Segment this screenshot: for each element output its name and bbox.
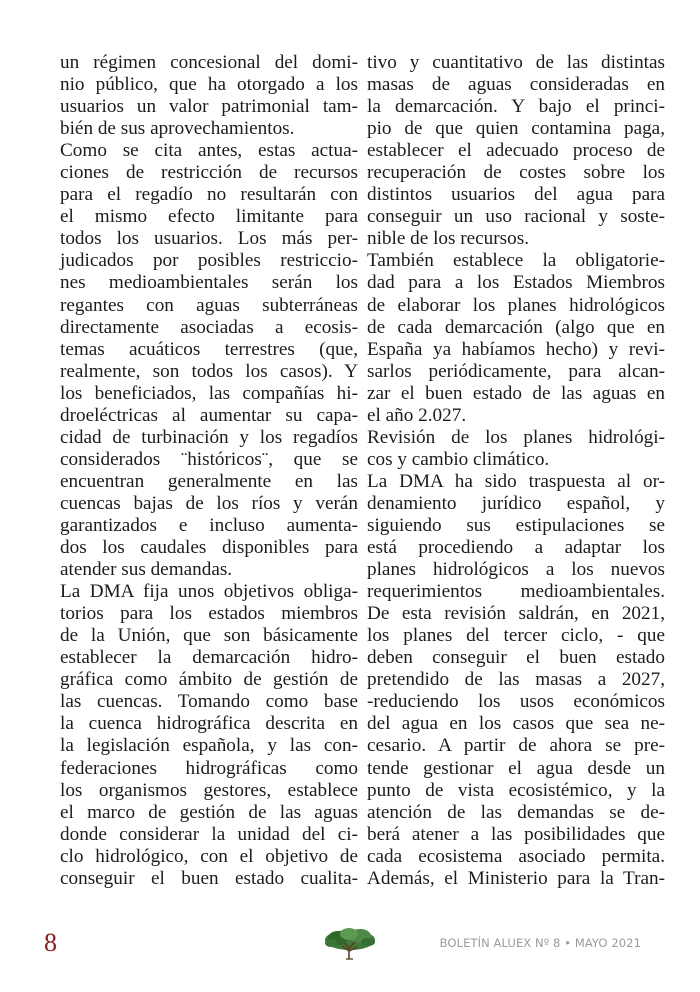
text-line: realmente, son todos los casos). Y [60,360,358,382]
text-line: regantes con aguas subterráneas [60,294,358,316]
article-column-left [60,52,358,890]
text-line: deben conseguir el buen estado [367,647,665,669]
text-line: la legislación española, y las con- [60,735,358,757]
text-line: para el regadío no resultarán con [60,184,358,206]
text-line: gráfica como ámbito de gestión de [60,669,358,691]
page-number: 8 [44,928,57,957]
text-line: bién de sus aprovechamientos. [60,118,295,140]
text-line: de elaborar los planes hidrológicos [367,294,665,316]
text-line: zar el buen estado de las aguas en [367,382,665,404]
article-column-right [367,52,665,890]
text-line: de cada demarcación (algo que en [367,316,665,338]
text-line: un régimen concesional del domi- [60,52,358,73]
text-line: judicados por posibles restriccio- [60,250,358,272]
text-line: clo hidrológico, con el objetivo de [60,845,358,867]
text-line: berá atener a las posibilidades que [367,823,665,845]
text-line: También establece la obligatorie- [367,250,665,272]
text-line: de la Unión, que son básicamente [60,625,358,647]
text-line: denamiento jurídico español, y [367,492,665,514]
text-line: pio de que quien contamina paga, [367,118,665,140]
text-line: dad para a los Estados Miembros [367,272,665,294]
text-line: España ya habíamos hecho) y revi- [367,338,665,360]
text-line: -reduciendo los usos económicos [367,691,665,713]
publication-credit: BOLETÍN ALUEX Nº 8 • MAYO 2021 [439,936,641,950]
text-line: nio público, que ha otorgado a los [60,74,358,96]
text-line: dos los caudales disponibles para [60,537,358,559]
text-line: los organismos gestores, establece [60,779,358,801]
text-line: federaciones hidrográficas como [60,757,358,779]
text-line: donde considerar la unidad del ci- [60,823,358,845]
text-line: requerimientos medioambientales. [367,581,665,603]
text-line: La DMA fija unos objetivos obliga- [60,581,358,603]
text-line: directamente asociadas a ecosis- [60,316,358,338]
text-line: cos y cambio climático. [367,448,550,470]
text-line: La DMA ha sido traspuesta al or- [367,470,665,492]
text-line: el año 2.027. [367,404,467,426]
text-line: cesario. A partir de ahora se pre- [367,735,665,757]
text-line: cuencas bajas de los ríos y verán [60,492,358,514]
text-line: recuperación de costes sobre los [367,162,665,184]
text-line: atender sus demandas. [60,559,233,581]
text-line: los planes del tercer ciclo, - que [367,625,665,647]
text-line: pretendido de las masas a 2027, [367,669,665,691]
text-line: siguiendo sus estipulaciones se [367,514,665,536]
text-line: considerados ¨históricos¨, que se [60,448,358,470]
text-line: nible de los recursos. [367,228,529,250]
text-line: encuentran generalmente en las [60,470,358,492]
text-line: masas de aguas consideradas en [367,74,665,96]
text-line: temas acuáticos terrestres (que, [60,338,358,360]
text-line: cidad de turbinación y los regadíos [60,426,358,448]
text-line: el marco de gestión de las aguas [60,801,358,823]
text-line: tivo y cuantitativo de las distintas [367,52,665,73]
text-line: Además, el Ministerio para la Tran- [367,867,665,889]
text-line: nes medioambientales serán los [60,272,358,294]
text-line: tende gestionar el agua desde un [367,757,665,779]
text-line: torios para los estados miembros [60,603,358,625]
text-line: está procediendo a adaptar los [367,537,665,559]
text-line: las cuencas. Tomando como base [60,691,358,713]
text-line: los beneficiados, las compañías hi- [60,382,358,404]
tree-icon [322,926,378,962]
text-line: establecer la demarcación hidro- [60,647,358,669]
text-line: Como se cita antes, estas actua- [60,140,358,162]
text-line: planes hidrológicos a los nuevos [367,559,665,581]
text-line: la cuenca hidrográfica descrita en [60,713,358,735]
text-line: De esta revisión saldrán, en 2021, [367,603,665,625]
text-line: establecer el adecuado proceso de [367,140,665,162]
text-line: del agua en los casos que sea ne- [367,713,665,735]
text-line: garantizados e incluso aumenta- [60,514,358,536]
text-line: todos los usuarios. Los más per- [60,228,358,250]
text-line: ciones de restricción de recursos [60,162,358,184]
text-line: droeléctricas al aumentar su capa- [60,404,358,426]
text-line: usuarios un valor patrimonial tam- [60,96,358,118]
text-line: cada ecosistema asociado permita. [367,845,665,867]
text-line: Revisión de los planes hidrológi- [367,426,665,448]
text-line: el mismo efecto limitante para [60,206,358,228]
text-line: conseguir un uso racional y soste- [367,206,665,228]
text-line: punto de vista ecosistémico, y la [367,779,665,801]
text-line: la demarcación. Y bajo el princi- [367,96,665,118]
text-line: distintos usuarios del agua para [367,184,665,206]
text-line: sarlos periódicamente, para alcan- [367,360,665,382]
text-line: atención de las demandas se de- [367,801,665,823]
text-line: conseguir el buen estado cualita- [60,867,358,889]
